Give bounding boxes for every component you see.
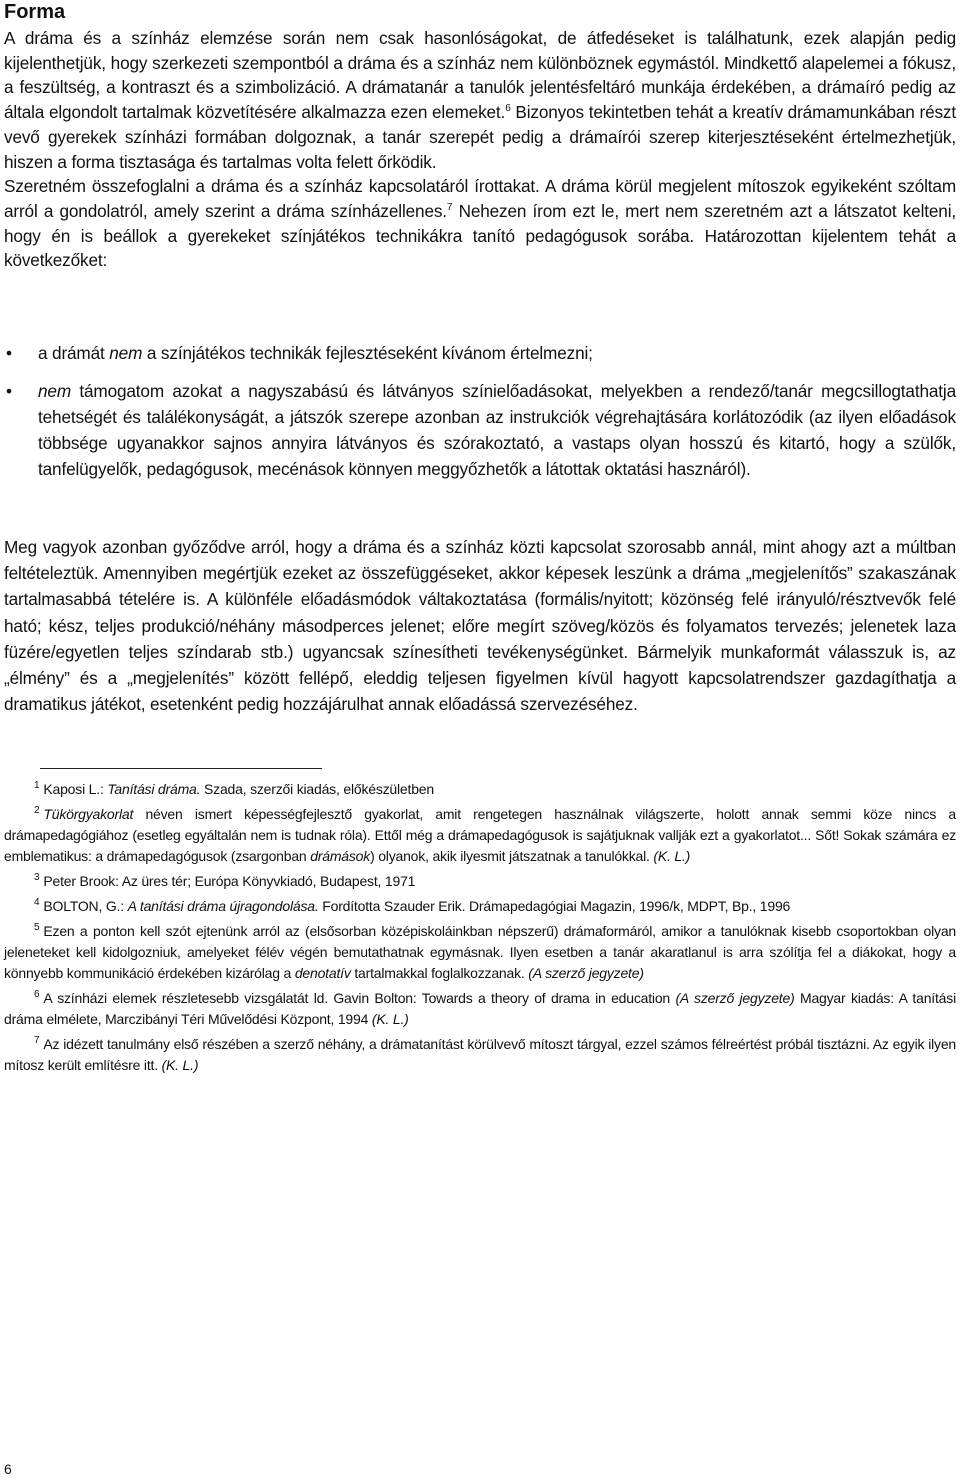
footnote-text: néven ismert képességfejlesztő gyakorlat, amit rengetegen használnak világszerte, holott annak semmi köze nincs a drámapedagógiához (esetleg egyáltalán nem is tudnak róla). Ettől még a drámapedagógusok is sajátjuknak vallják ezt a gyakorlatot... Sőt! Sokak számára ez emblematikus: a drámapedagógusok (zsargonban	[4, 806, 956, 864]
footnote-number: 7	[34, 1035, 40, 1046]
footnote-text: Kaposi L.:	[43, 781, 108, 797]
closing-text	[4, 534, 956, 717]
footnote-7	[4, 1034, 956, 1076]
footnote-number: 2	[34, 805, 40, 816]
footnote-ref-6[interactable]: 6	[505, 103, 511, 115]
footnote-text: ) olyanok, akik ilyesmit játszatnak a tanulókkal.	[370, 848, 654, 864]
paragraph-text: Bizonyos tekintetben tehát a kreatív drámamunkában részt vevő gyerekek színházi formában dolgoznak, a tanár szerepét pedig a drámaírói szerep kiterjesztéseként értelmezhetjük, hiszen a forma tisztasága és tartalmas volta felett őrködik.	[4, 102, 956, 172]
footnote-1	[4, 779, 956, 800]
list-item-emphasis: nem	[109, 343, 143, 363]
list-item-text: támogatom azokat a nagyszabású és látványos színielőadásokat, melyekben a rendező/tanár megcsillogtathatja tehetségét és találékonyságát, a játszók szerepe azonban az instrukciók végrehajtására korlátozódik (az ilyen előadások többsége ugyanakkor sajnos annyira látványos és szórakoztató, a vastaps olyan hosszú és kitartó, hogy a szülők, tanfelügyelők, pedagógusok, mecénások könnyen meggyőzhetők a látottak oktatási hasznáról).	[38, 381, 956, 479]
footnote-text: Peter Brook: Az üres tér; Európa Könyvkiadó, Budapest, 1971	[43, 873, 416, 889]
footnote-text: Az idézett tanulmány első részében a szerző néhány, a drámatanítást körülvevő mítoszt tárgyal, ezzel számos félreértést próbál tisztázni. Az egyik ilyen mítosz került említésre itt.	[4, 1036, 956, 1073]
bullet-icon: •	[6, 343, 12, 363]
paragraph-text: A dráma és a színház elemzése során nem csak hasonlóságokat, de átfedéseket is találhatunk, ezek alapján pedig kijelenthetjük, hogy szerkezeti szempontból a dráma és a színház nem különböznek egymástól. Mindkettő alapelemei a fókusz, a feszültség, a kontraszt és a szimbolizáció. A drámatanár a tanulók jelentésfeltáró munkája érdekében, a drámaíró pedig az általa elgondolt tartalmak közvetítésére alkalmazza ezen elemeket.	[4, 28, 956, 123]
footnote-number: 6	[34, 989, 40, 1000]
footnote-number: 5	[34, 922, 40, 933]
footnote-emphasis: Tükörgyakorlat	[43, 806, 134, 822]
footnote-text: Fordította Szauder Erik. Drámapedagógiai Magazin, 1996/k, MDPT, Bp., 1996	[318, 898, 791, 914]
intro-paragraph-1	[4, 26, 956, 174]
footnotes	[4, 779, 956, 1080]
footnote-emphasis: (K. L.)	[161, 1057, 199, 1073]
bullet-icon: •	[6, 381, 12, 401]
closing-paragraph: Meg vagyok azonban győződve arról, hogy a dráma és a színház közti kapcsolat szorosabb annál, mint ahogy azt a múltban feltételeztük. Amennyiben megértjük ezeket az összefüggéseket, akkor képesek leszünk a dráma „megjelenítős” szakaszának tartalmasabbá tételére is. A különféle előadásmódok váltakoztatása (formális/nyitott; közönség felé irányuló/résztvevők felé ható; kész, teljes produkció/néhány másodperces jelenet; előre megírt szöveg/közös és folyamatos tervezés; jelenetek laza füzére/egyetlen teljes színdarab stb.) ugyancsak színesítheti tevékenységünket. Bármelyik munkaformát válasszuk is, az „élmény” és a „megjelenítés” között fellépő, eleddig teljesen figyelmen kívül hagyott kapcsolatrendszer gazdagíthatja a dramatikus játékot, esetenként pedig hozzájárulhat annak előadássá szervezéséhez.	[4, 537, 956, 715]
footnote-ref-7[interactable]: 7	[446, 201, 453, 213]
page-number: 6	[4, 1461, 12, 1477]
footnote-emphasis: (A szerző jegyzete)	[528, 965, 644, 981]
paragraph-text: Szeretném összefoglalni a dráma és a színház kapcsolatáról írottakat. A dráma körül megjelent mítoszok egyikeként szóltam arról a gondolatról, amely szerint a dráma színházellenes.	[4, 176, 956, 221]
footnote-6	[4, 988, 956, 1030]
footnote-emphasis: A tanítási dráma újragondolása.	[127, 898, 319, 914]
footnote-emphasis: (K. L.)	[653, 848, 691, 864]
footnote-text: tartalmakkal foglalkozzanak.	[350, 965, 529, 981]
footnote-5	[4, 921, 956, 984]
footnote-number: 3	[34, 872, 40, 883]
section-heading: Forma	[4, 1, 66, 23]
list-item-text: a drámát	[38, 343, 110, 363]
footnote-text: Ezen a ponton kell szót ejtenünk arról az (elsősorban középiskoláinkban népszerű) drámaformáról, amikor a tanulóknak kisebb csoportokban olyan jeleneteket kell kidolgozniuk, amelyeket félév végén bemutathatnak egymásnak. Ilyen esetben a tanár akaratlanul is arra szólítja fel a diákokat, hogy a könnyebb kommunikáció érdekében kizárólag a	[4, 923, 956, 981]
list-item	[4, 340, 956, 366]
footnote-emphasis: Tanítási dráma.	[107, 781, 201, 797]
paragraph-text: Nehezen írom ezt le, mert nem szeretném azt a látszatot kelteni, hogy én is beállok a gyerekeket színjátékos technikákra tanító pedagógusok sorába. Határozottan kijelentem tehát a következőket:	[4, 200, 956, 271]
list-item	[4, 378, 956, 482]
footnote-3	[4, 871, 956, 892]
footnote-divider	[40, 768, 322, 769]
footnote-number: 4	[34, 897, 40, 908]
footnote-2	[4, 804, 956, 867]
footnote-text: BOLTON, G.:	[43, 898, 128, 914]
bullet-list	[4, 340, 956, 494]
footnote-emphasis: (K. L.)	[371, 1011, 409, 1027]
footnote-text: A színházi elemek részletesebb vizsgálatát ld. Gavin Bolton: Towards a theory of drama in education	[43, 990, 676, 1006]
list-item-emphasis: nem	[38, 381, 71, 401]
footnote-emphasis: denotatív	[294, 965, 351, 981]
intro-paragraph-2	[4, 174, 956, 273]
footnote-number: 1	[34, 780, 40, 791]
footnote-4	[4, 896, 956, 917]
footnote-text: Magyar kiadás: A tanítási dráma elmélete, Marczibányi Téri Művelődési Központ, 1994	[4, 990, 956, 1027]
list-item-text: a színjátékos technikák fejlesztéseként kívánom értelmezni;	[142, 343, 593, 363]
intro-text	[4, 26, 956, 273]
footnote-text: Szada, szerzői kiadás, előkészületben	[200, 781, 434, 797]
footnote-emphasis: (A szerző jegyzete)	[675, 990, 795, 1006]
footnote-emphasis: drámások	[310, 848, 371, 864]
